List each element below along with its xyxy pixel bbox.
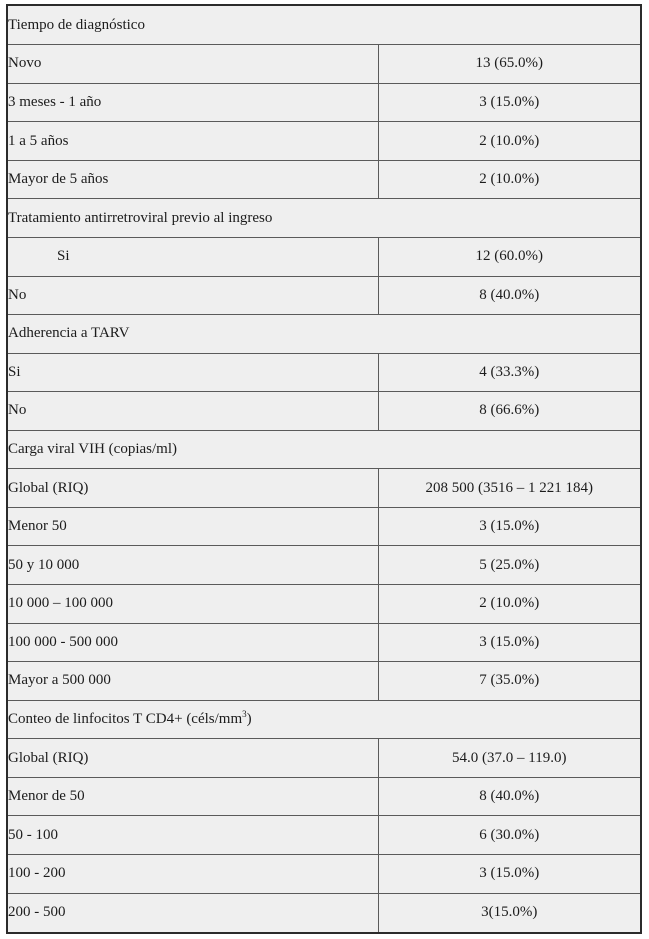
data-table — [6, 4, 642, 934]
section-header-row — [7, 315, 641, 354]
table-row — [7, 623, 641, 662]
row-label: Global (RIQ) — [7, 739, 378, 778]
row-label: Global (RIQ) — [7, 469, 378, 508]
section-header-row — [7, 700, 641, 739]
table-row — [7, 122, 641, 161]
row-value: 3(15.0%) — [378, 893, 641, 933]
row-value: 8 (40.0%) — [378, 276, 641, 315]
row-label: Si — [7, 237, 378, 276]
table-row — [7, 546, 641, 585]
section-title-text: Conteo de linfocitos T CD4+ (céls/mm — [8, 710, 243, 727]
row-value: 2 (10.0%) — [378, 160, 641, 199]
table-row — [7, 662, 641, 701]
table-row — [7, 585, 641, 624]
row-label: 10 000 – 100 000 — [7, 585, 378, 624]
row-label: Novo — [7, 45, 378, 84]
row-value: 2 (10.0%) — [378, 585, 641, 624]
table-row — [7, 507, 641, 546]
row-label: 100 000 - 500 000 — [7, 623, 378, 662]
row-label: 50 y 10 000 — [7, 546, 378, 585]
section-header-row — [7, 5, 641, 45]
row-label: 1 a 5 años — [7, 122, 378, 161]
table-row — [7, 816, 641, 855]
row-value: 5 (25.0%) — [378, 546, 641, 585]
row-value: 3 (15.0%) — [378, 83, 641, 122]
section-title: Tratamiento antirretroviral previo al ingreso — [7, 199, 641, 238]
table-row — [7, 392, 641, 431]
table-row — [7, 353, 641, 392]
row-value: 4 (33.3%) — [378, 353, 641, 392]
row-label: Mayor a 500 000 — [7, 662, 378, 701]
row-value: 8 (40.0%) — [378, 777, 641, 816]
table-row — [7, 237, 641, 276]
row-label: Mayor de 5 años — [7, 160, 378, 199]
table-row — [7, 739, 641, 778]
row-value: 6 (30.0%) — [378, 816, 641, 855]
row-label: No — [7, 276, 378, 315]
section-title: Carga viral VIH (copias/ml) — [7, 430, 641, 469]
row-value: 3 (15.0%) — [378, 854, 641, 893]
table-row — [7, 893, 641, 933]
row-label: 200 - 500 — [7, 893, 378, 933]
row-value: 54.0 (37.0 – 119.0) — [378, 739, 641, 778]
row-label: 100 - 200 — [7, 854, 378, 893]
row-label: Menor de 50 — [7, 777, 378, 816]
row-value: 3 (15.0%) — [378, 623, 641, 662]
row-value: 208 500 (3516 – 1 221 184) — [378, 469, 641, 508]
table-row — [7, 469, 641, 508]
row-value: 7 (35.0%) — [378, 662, 641, 701]
section-title: Adherencia a TARV — [7, 315, 641, 354]
row-value: 8 (66.6%) — [378, 392, 641, 431]
section-title — [7, 700, 641, 739]
row-value: 2 (10.0%) — [378, 122, 641, 161]
row-value: 13 (65.0%) — [378, 45, 641, 84]
table-row — [7, 777, 641, 816]
section-title-superscript: 3 — [242, 708, 247, 719]
row-label: No — [7, 392, 378, 431]
row-label: 3 meses - 1 año — [7, 83, 378, 122]
table-row — [7, 83, 641, 122]
table-row — [7, 854, 641, 893]
row-label: Menor 50 — [7, 507, 378, 546]
row-label: 50 - 100 — [7, 816, 378, 855]
section-title: Tiempo de diagnóstico — [7, 5, 641, 45]
row-value: 3 (15.0%) — [378, 507, 641, 546]
table-row — [7, 160, 641, 199]
section-title-suffix: ) — [246, 710, 252, 727]
row-label: Si — [7, 353, 378, 392]
section-header-row — [7, 199, 641, 238]
table-row — [7, 276, 641, 315]
table-row — [7, 45, 641, 84]
row-value: 12 (60.0%) — [378, 237, 641, 276]
section-header-row — [7, 430, 641, 469]
